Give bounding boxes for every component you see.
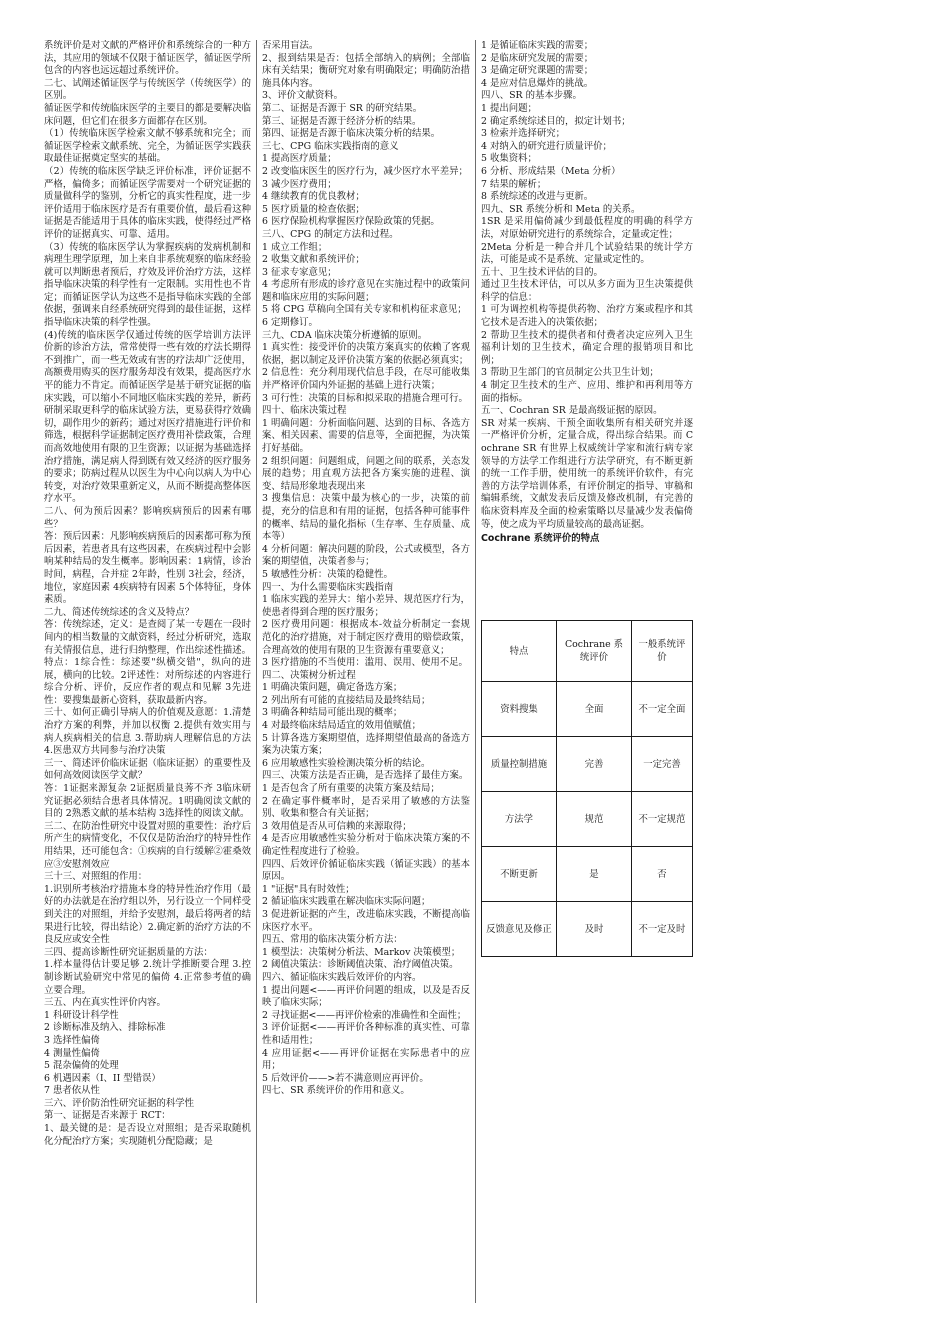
paragraph: 3 医疗措施的不当使用：滥用、误用、使用不足。 [262, 657, 468, 669]
paragraph: 三七、CPG 临床实践指南的意义 [262, 140, 399, 152]
paragraph: 2 帮助卫生技术的提供者和付费者决定应列入卫生福利计划的卫生技术，确定合理的报销项目和比例； [481, 329, 693, 366]
table-row [482, 792, 693, 847]
table-cell: 完善 [557, 737, 632, 792]
table-cell: 及时 [557, 902, 632, 957]
paragraph: 6 医疗保险机构掌握医疗保险政策的凭据。 [262, 216, 440, 228]
paragraph: 3 评价证据<——再评价各种标准的真实性、可靠性和适用性； [262, 1022, 470, 1046]
paragraph: 3 明确各种结局可能出现的概率； [262, 707, 403, 719]
paragraph: 四七、SR 系统评价的作用和意义。 [262, 1085, 410, 1097]
paragraph: 1 成立工作组； [262, 241, 328, 253]
table-cell: 全面 [557, 682, 632, 737]
paragraph: 第一、证据是否来源于 RCT： [44, 1110, 171, 1122]
paragraph: 2 寻找证据<——再评价检索的准确性和全面性； [262, 1009, 467, 1021]
paragraph: 4 测量性偏倚 [44, 1047, 100, 1059]
paragraph: 6 定期修订。 [262, 317, 318, 329]
paragraph: 1 提出问题<——再评价问题的组成，以及是否反映了临床实际； [262, 984, 470, 1009]
paragraph: 5 敏感性分析：决策的稳健性。 [262, 568, 393, 580]
paragraph: (4)传统的临床医学仅通过传统的医学培训方法评价新的诊治方法，常常使得一些有效的疗法长期得不到推广，而一些无效或有害的疗法却广泛使用，高额费用购买的医疗服务却没有效果，提高医疗水平的能力不肯定。而循证医学是基于研究证据的临床实践，可以缩小不同地区临床实践的差异，新药研制采取更科学的临床试验方法，更易获得疗效确切，副作用少的新药；通过对医疗措施进行评价和筛选，根据科学证据制定医疗费用补偿政策，合理而高效地使用有限的卫生资源；以证据为基础选择治疗措施，满足病人得到既有效又经济的医疗服务的要求；防病过程从以医生为中心向以病人为中心转变，对治疗效果重新定义，从而不断提高整体医疗水平。 [44, 329, 251, 505]
paragraph: 2 组织问题：问题组成，问题之间的联系，关态发展的趋势；用直观方法把各方案实施的进程、演变、结局形象地表现出来 [262, 455, 470, 492]
paragraph: 四一、为什么需要临床实践指南 [262, 581, 394, 593]
paragraph: 5 医疗质量的检查依据； [262, 203, 365, 215]
table-cell: 否 [632, 847, 693, 902]
paragraph: 答：传统综述，定义：是查阅了某一专题在一段时间内的相当数量的文献资料，经过分析研究，选取有关情报信息，进行归纳整理，作出综述性描述。特点：1综合性：综述要"纵横交错"，纵向的进展，横向的比较。2评述性：对所综述的内容进行综合分析、评价，反应作者的观点和见解 3先进性：要搜集最新心资料，获取最新内容。 [44, 619, 251, 706]
paragraph: 5 计算各选方案期望值，选择期望值最高的备选方案为决策方案； [262, 732, 470, 757]
paragraph: 答：1证据来源复杂 2证据质量良莠不齐 3临床研究证据必须结合患者具体情况。1明确阅读文献的目的 2熟悉文献的基本结构 3选择性的阅读文献。 [44, 783, 251, 820]
paragraph: 3 搜集信息：决策中最为核心的一步，决策的前提，充分的信息和有用的证据，包括各种可能事件的概率、结局的量化指标（生存率、生存质量、成本等） [262, 493, 470, 543]
paragraph: 三五、内在真实性评价内容。 [44, 997, 166, 1009]
paragraph: 6 应用敏感性实验检测决策分析的结论。 [262, 757, 431, 769]
paragraph: 3 减少医疗费用； [262, 178, 337, 190]
paragraph: 四五、常用的临床决策分析方法： [262, 934, 403, 946]
paragraph: 三十、如何正确引导病人的价值观及意愿：1.清楚治疗方案的利弊，并加以权衡 2.提供有效实用与病人疾病相关的信息 3.帮助病人理解信息的方法 4.医患双方共同参与治疗决策 [44, 707, 251, 757]
paragraph: 5 收集资料； [481, 153, 537, 165]
column-divider [256, 40, 257, 1303]
paragraph: 四九、SR 系统分析和 Meta 的关系。 [481, 203, 641, 215]
paragraph: 2 循证临床实践重在解决临床实际问题； [262, 896, 431, 908]
paragraph: 四八、SR 的基本步骤。 [481, 90, 582, 102]
paragraph: 第二、证据是否源于 SR 的研究结果。 [262, 102, 423, 114]
table-row [482, 682, 693, 737]
paragraph: 4 分析问题：解决问题的阶段，公式或模型，各方案的期望值，决策者参与； [262, 543, 470, 568]
table-cell: 不断更新 [482, 847, 557, 902]
table-header-row [482, 621, 693, 682]
text-column-1 [44, 40, 251, 1303]
paragraph: 1 提高医疗质量； [262, 153, 337, 165]
paragraph: 3 可行性：决策的目标和拟采取的措施合理可行。 [262, 392, 468, 404]
paragraph: 三八、CPG 的制定方法和过程。 [262, 228, 399, 240]
column-divider [475, 40, 476, 1303]
paragraph: 3 是确定研究课题的需要； [481, 65, 594, 77]
paragraph: 1 模型法：决策树分析法、Markov 决策模型； [262, 946, 461, 958]
paragraph: 3 检索并选择研究； [481, 128, 565, 140]
table-cell: 不一定及时 [632, 902, 693, 957]
table-cell: 是 [557, 847, 632, 902]
table-cell: 一定完善 [632, 737, 693, 792]
paragraph: （1）传统临床医学检索文献不够系统和完全；而循证医学检索文献系统、完全，为循证医学实践获取最佳证据奠定坚实的基础。 [44, 128, 251, 165]
paragraph: 8 系统综述的改进与更新。 [481, 191, 594, 203]
paragraph: 1、最关键的是：是否设立对照组；是否采取随机化分配治疗方案；实现随机分配隐藏；是 [44, 1123, 251, 1147]
table-row [482, 847, 693, 902]
paragraph: 答：预后因素：凡影响疾病预后的因素都可称为预后因素，若患者具有这些因素，在疾病过程中会影响某种结局的发生概率。影响因素：1病情，诊治时间，病程，合并症 2年龄，性别 3社会，经济，地位，家庭因素 4疾病特有因素 5个体特征，身体素质。 [44, 531, 251, 606]
document-page [44, 40, 906, 1303]
paragraph: 三十三、对照组的作用： [44, 871, 148, 883]
paragraph: 1SR 是采用偏倚减少到最低程度的明确的科学方法，对原始研究进行的系统综合，定量或定性； [481, 216, 693, 240]
paragraph: 6 分析、形成结果（Meta 分析） [481, 165, 621, 177]
paragraph: 二九、简述传统综述的含义及特点？ [44, 606, 195, 618]
paragraph: 1 是否包含了所有重要的决策方案及结局； [262, 783, 440, 795]
paragraph: 2 列出所有可能的直接结局及最终结局； [262, 694, 431, 706]
paragraph: 二七、试阐述循证医学与传统医学（传统医学）的区别。 [44, 77, 251, 102]
paragraph: 五十、卫生技术评估的目的。 [481, 266, 603, 278]
text-column-3 [481, 40, 693, 1303]
paragraph: （2）传统的临床医学缺乏评价标准，评价证据不严格，偏倚多；而循证医学需要对一个研究证据的质量做科学的鉴别，分析它的真实性程度，进一步评价适用于临床医疗是否有重要价值，最后看这种证据是否能适用于具体的临床实践，使得经过严格评价的证据真实、可靠、适用。 [44, 165, 251, 240]
paragraph: 四四、后效评价循证临床实践（循证实践）的基本原因。 [262, 858, 470, 883]
paragraph: 三一、简述评价临床证据（临床证据）的重要性及如何高效阅读医学文献？ [44, 757, 251, 782]
table-cell: 反馈意见及修正 [482, 902, 557, 957]
paragraph: 5 后效评价——>若不满意则应再评价。 [262, 1072, 429, 1084]
paragraph: SR 对某一疾病、干预全面收集所有相关研究并逐一严格评价分析，定量合成，得出综合结果。而 Cochrane SR 有世界上权威统计学家和流行病专家领导的方法学工作组进行方法学研究，有不断更新的统一工作手册，使用统一的系统评价软件，有完善的方法学培训体系，有评价制定的指导、审稿和编辑系统，文献发表后反馈及修改机制，有完善的临床资料库及全面的检索策略以尽量减少发表偏倚等，使之成为平均质量较高的最高证据。 [481, 417, 693, 530]
paragraph: 1 可为调控机构等提供药物、治疗方案或程序和其它技术是否进入的决策依据； [481, 304, 693, 329]
paragraph: 4 应用证据<——再评价证据在实际患者中的应用； [262, 1047, 470, 1072]
paragraph: 通过卫生技术评估，可以从多方面为卫生决策提供科学的信息： [481, 279, 693, 303]
paragraph: 第四、证据是否源于临床决策分析的结果。 [262, 128, 441, 140]
paragraph: 4 对最终临床结局适宜的效用值赋值； [262, 720, 421, 732]
paragraph: 2Meta 分析是一种合并几个试验结果的统计学方法，可能是或不是系统、定量或定性的。 [481, 241, 693, 266]
paragraph: 3 征求专家意见； [262, 266, 337, 278]
paragraph: 四十、临床决策过程 [262, 405, 347, 417]
paragraph: 三二、在防治性研究中设置对照的重要性：治疗后所产生的病情变化，不仅仅是防治治疗的特异性作用结果，还可能包含：①疾病的自行缓解②霍桑效应③安慰剂效应 [44, 820, 251, 870]
paragraph: 四六、循证临床实践后效评价的内容。 [262, 971, 422, 983]
paragraph: 4 是应对信息爆炸的挑战。 [481, 77, 594, 89]
paragraph: 四三、决策方法是否正确，是否选择了最佳方案。 [262, 770, 469, 782]
paragraph: 4 继续教育的优良教材； [262, 191, 365, 203]
paragraph: 五一、Cochran SR 是最高级证据的原因。 [481, 405, 663, 417]
paragraph: 3 效用值是否从可信赖的来源取得； [262, 820, 412, 832]
paragraph: 2 在确定事件概率时，是否采用了敏感的方法鉴别、收集和整合有关证据； [262, 795, 470, 820]
table-header-cell: 特点 [482, 621, 557, 682]
paragraph: 2 收集文献和系统评价； [262, 254, 365, 266]
paragraph: 二八、何为预后因素？影响疾病预后的因素有哪些？ [44, 505, 251, 530]
table-header-cell: 一般系统评价 [632, 621, 693, 682]
paragraph: 三四、提高诊断性研究证据质量的方法： [44, 946, 213, 958]
table-row [482, 902, 693, 957]
table-row [482, 737, 693, 792]
paragraph: 1.识别所考核治疗措施本身的特异性治疗作用（最好的办法就是在治疗组以外，另行设立一个同样受到关注的对照组，并给予安慰剂，最后将两者的结果进行比较，得出结论）2.确定新的治疗方法的不良反应或安全性 [44, 883, 251, 946]
paragraph: 三六、评价防治性研究证据的科学性 [44, 1097, 195, 1109]
paragraph: 1 科研设计科学性 [44, 1009, 119, 1021]
paragraph: 2 是临床研究发展的需要； [481, 52, 594, 64]
paragraph: 4 制定卫生技术的生产、应用、维护和再利用等方面的指标。 [481, 380, 693, 404]
table-cell: 规范 [557, 792, 632, 847]
paragraph: 第三、证据是否源于经济分析的结果。 [262, 115, 422, 127]
paragraph: 2 医疗费用问题：根据成本-效益分析制定一套规范化的治疗措施，对于制定医疗费用的赔偿政策，合理高效的使用有限的卫生资源有重要意义； [262, 619, 470, 656]
paragraph: 四二、决策树分析过程 [262, 669, 356, 681]
paragraph: 3 帮助卫生部门的官员制定公共卫生计划； [481, 367, 659, 379]
paragraph: 2 诊断标准及纳入、排除标准 [44, 1022, 166, 1034]
paragraph: 4 是否应用敏感性实验分析对于临床决策方案的不确定性程度进行了检验。 [262, 833, 470, 857]
paragraph: 1 临床实践的差异大：缩小差异、规范医疗行为，使患者得到合理的医疗服务； [262, 594, 470, 618]
paragraph: 7 结果的解析； [481, 178, 547, 190]
paragraph: 6 机遇因素（I、II 型错误） [44, 1072, 161, 1084]
paragraph: 系统评价是对文献的严格评价和系统综合的一种方法，其应用的领域不仅限于循证医学，循证医学所包含的内容也远远超过系统评价。 [44, 40, 251, 77]
comparison-table [481, 620, 693, 957]
paragraph: 4 考虑所有形成的诊疗意见在实施过程中的政策问题和临床应用的实际问题； [262, 279, 470, 303]
paragraph: 1 是循证临床实践的需要； [481, 40, 594, 51]
paragraph: 2 信息性：充分利用现代信息手段，在尽可能收集并严格评价国内外证据的基础上进行决策； [262, 367, 470, 392]
paragraph: 2、报到结果是否：包括全部纳入的病例；全部临床有关结果；衡研究对象有明确限定；明确防治措施具体内容。 [262, 52, 470, 89]
table-cell: 质量控制措施 [482, 737, 557, 792]
paragraph: 1 提出问题； [481, 102, 537, 114]
paragraph: 3 促进新证据的产生，改进临床实践，不断提高临床医疗水平。 [262, 908, 470, 933]
paragraph: 否采用盲法。 [262, 40, 319, 51]
table-caption: Cochrane 系统评价的特点 [481, 533, 600, 545]
paragraph: 2 改变临床医生的医疗行为，减少医疗水平差异； [262, 165, 468, 177]
table-cell: 不一定规范 [632, 792, 693, 847]
table-cell: 不一定全面 [632, 682, 693, 737]
paragraph: 1 "证据"具有时效性； [262, 883, 355, 895]
paragraph: 4 对纳入的研究进行质量评价； [481, 140, 612, 152]
paragraph: 2 确定系统综述目的，拟定计划书； [481, 115, 631, 127]
table-cell: 方法学 [482, 792, 557, 847]
paragraph: 2 阈值决策法：诊断阈值决策、治疗阈值决策。 [262, 959, 459, 971]
paragraph: 三九、CDA 临床决策分析遵循的原则。 [262, 329, 428, 341]
table-cell: 资料搜集 [482, 682, 557, 737]
paragraph: 1 明确问题：分析面临问题、达到的目标、各选方案、相关因素、需要的信息等，全面把握，为决策打好基础。 [262, 417, 470, 454]
paragraph: 5 混杂偏倚的处理 [44, 1060, 119, 1072]
table-header-cell: Cochrane 系统评价 [557, 621, 632, 682]
paragraph: 1 明确决策问题，确定备选方案； [262, 682, 403, 694]
paragraph: 循证医学和传统临床医学的主要目的都是要解决临床问题，但它们在很多方面都存在区别。 [44, 102, 251, 127]
paragraph: 7 患者依从性 [44, 1085, 100, 1097]
paragraph: 3、评价文献资料。 [262, 90, 343, 102]
paragraph: 3 选择性偏倚 [44, 1034, 100, 1046]
paragraph: （3）传统的临床医学认为掌握疾病的发病机制和病理生理学原理，加上来自非系统观察的临床经验就可以判断患者预后，疗效及评价治疗方法，这样指导临床决策的科学性有一定限制。实用性也不肯定；而循证医学认为这些不是指导临床实践的全部依据，强调来自经系统研究得到的最佳证据，这样指导临床决策的科学性强。 [44, 241, 251, 329]
paragraph: 1.样本量得估计要足够 2.统计学推断要合理 3.控制诊断试验研究中常见的偏倚 4.正常参考值的确立要合理。 [44, 959, 251, 996]
text-column-2 [262, 40, 470, 1303]
paragraph: 1 真实性：接受评价的决策方案真实的依赖了客观依据，据以制定及评价决策方案的依据必须真实； [262, 342, 470, 366]
paragraph: 5 将 CPG 草稿向全国有关专家和机构征求意见； [262, 304, 467, 316]
